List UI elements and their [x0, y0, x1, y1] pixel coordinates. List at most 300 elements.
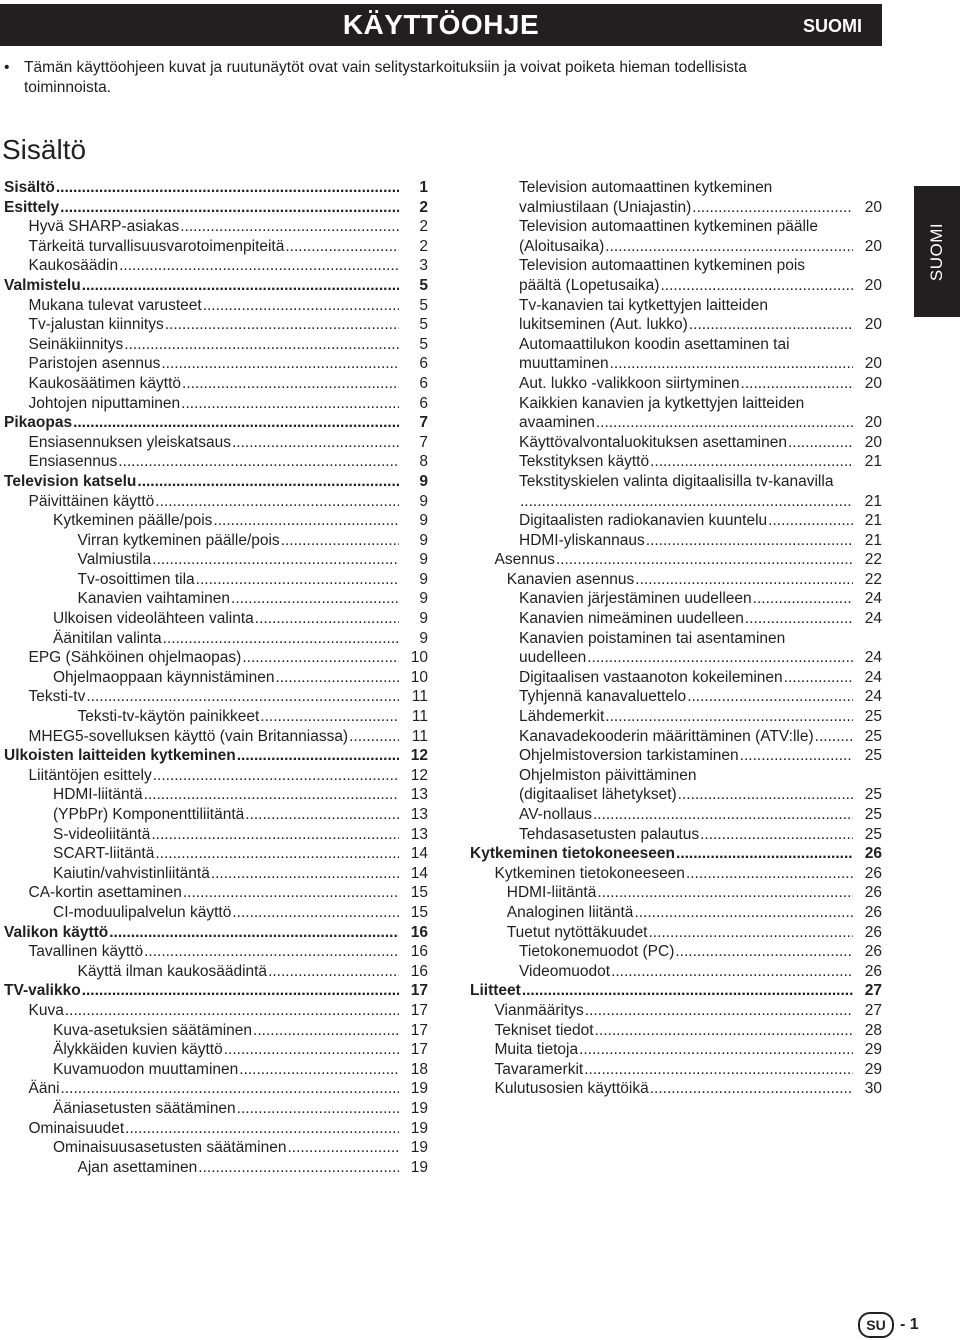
dot-leader [61, 1079, 399, 1099]
dot-leader [211, 864, 399, 884]
toc-entry-label: Ominaisuudet [28, 1119, 125, 1137]
toc-entry-label: Pikaopas [4, 414, 73, 432]
toc-entry-label: Valmiustila [77, 551, 152, 569]
language-badge-icon: SU [858, 1312, 894, 1338]
dot-leader [649, 923, 854, 943]
toc-entry-label: Television automaattinen kytkeminen pois [519, 257, 806, 275]
toc-entry [458, 766, 882, 786]
toc-entry [458, 923, 882, 943]
toc-entry-page: 24 [864, 590, 882, 608]
dot-leader [689, 315, 853, 335]
toc-entry-label: Kanavien järjestäminen uudelleen [519, 590, 752, 608]
toc-entry [4, 883, 428, 903]
toc-entry [458, 629, 882, 649]
document-title: KÄYTTÖOHJE [342, 9, 540, 40]
toc-entry-label: Ohjelmiston päivittäminen [519, 766, 697, 784]
toc-entry-page: 11 [411, 688, 428, 706]
toc-entry-label: HDMI-yliskannaus [519, 531, 645, 549]
toc-entry-page: 8 [419, 453, 428, 471]
toc-entry-page: 26 [864, 903, 882, 921]
dot-leader [285, 237, 399, 257]
toc-entry [458, 1060, 882, 1080]
dot-leader [687, 687, 853, 707]
toc-entry [458, 648, 882, 668]
toc-entry-label: Ensiasennus [28, 453, 118, 471]
toc-entry [4, 276, 428, 296]
toc-entry-label: Tv-osoittimen tila [77, 570, 195, 588]
toc-entry [4, 864, 428, 884]
dot-leader [180, 217, 399, 237]
toc-entry-label: Käyttövalvontaluokituksen asettaminen [519, 433, 787, 451]
dot-leader [137, 472, 399, 492]
toc-entry [458, 589, 882, 609]
toc-entry-page: 14 [410, 845, 428, 863]
toc-entry-page: 26 [864, 943, 882, 961]
toc-entry-page: 11 [411, 727, 428, 745]
toc-entry [458, 492, 882, 512]
toc-entry-page: 12 [410, 766, 428, 784]
toc-entry-label: avaaminen [519, 414, 595, 432]
dot-leader [584, 1060, 853, 1080]
toc-entry-label: Ääniasetusten säätäminen [53, 1099, 236, 1117]
dot-leader [579, 1040, 853, 1060]
dot-leader [161, 354, 399, 374]
toc-entry-page: 9 [419, 590, 428, 608]
toc-entry-label: Kaikkien kanavien ja kytkettyjen laitteiden [519, 394, 805, 412]
toc-entry [458, 433, 882, 453]
toc-entry-label: Virran kytkeminen päälle/pois [77, 531, 280, 549]
dot-leader [692, 198, 853, 218]
toc-entry [458, 550, 882, 570]
toc-entry [4, 1040, 428, 1060]
toc-entry-label: Valikon käyttö [4, 923, 109, 941]
toc-entry [4, 923, 428, 943]
toc-entry-page: 9 [419, 629, 428, 647]
toc-entry [4, 707, 428, 727]
toc-entry-page: 26 [864, 864, 882, 882]
toc-entry-label: Television automaattinen kytkeminen päälle [519, 218, 818, 236]
toc-entry [458, 1040, 882, 1060]
toc-entry-page: 20 [864, 433, 882, 451]
toc-right-column [458, 178, 882, 1099]
dot-leader [144, 785, 399, 805]
toc-entry-label: Digitaalisen vastaanoton kokeileminen [519, 668, 783, 686]
toc-entry-page: 15 [410, 884, 428, 902]
toc-entry [4, 785, 428, 805]
toc-entry-label: Kytkeminen päälle/pois [53, 512, 213, 530]
toc-entry-page: 20 [864, 355, 882, 373]
toc-entry-page: 19 [410, 1139, 428, 1157]
toc-entry [458, 198, 882, 218]
toc-entry-page: 11 [411, 708, 428, 726]
dot-leader [144, 942, 399, 962]
toc-entry [4, 452, 428, 472]
toc-entry-label: Ulkoisten laitteiden kytkeminen [4, 747, 236, 765]
dot-leader [593, 805, 853, 825]
toc-entry-label: Muita tietoja [494, 1041, 579, 1059]
page-footer [858, 1311, 919, 1339]
dot-leader [155, 844, 399, 864]
toc-entry-label: Kanavien asennus [506, 570, 635, 588]
toc-entry [458, 707, 882, 727]
toc-entry-page: 5 [419, 276, 428, 294]
toc-entry-page: 20 [864, 316, 882, 334]
dot-leader [686, 864, 853, 884]
toc-entry [458, 531, 882, 551]
toc-entry [4, 962, 428, 982]
dot-leader [753, 589, 853, 609]
toc-entry-page: 25 [864, 727, 882, 745]
dot-leader [213, 511, 399, 531]
toc-entry [4, 413, 428, 433]
toc-entry-page: 3 [419, 257, 428, 275]
dot-leader [231, 589, 399, 609]
toc-entry [458, 217, 882, 237]
toc-entry [4, 687, 428, 707]
toc-entry-page: 17 [410, 1001, 428, 1019]
toc-entry-label: Tyhjennä kanavaluettelo [519, 688, 687, 706]
toc-entry-label: CI-moduulipalvelun käyttö [53, 903, 232, 921]
toc-entry-label: uudelleen [519, 649, 587, 667]
toc-entry [458, 785, 882, 805]
dot-leader [82, 981, 399, 1001]
toc-entry [458, 727, 882, 747]
dot-leader [224, 1040, 399, 1060]
toc-entry [4, 844, 428, 864]
dot-leader [152, 550, 399, 570]
toc-entry-label: Päivittäinen käyttö [28, 492, 155, 510]
toc-entry-label: Ohjelmistoversion tarkistaminen [519, 747, 739, 765]
toc-entry-page: 20 [864, 276, 882, 294]
toc-entry-label: HDMI-liitäntä [506, 884, 597, 902]
dot-leader [124, 335, 399, 355]
dot-leader [585, 1001, 853, 1021]
toc-entry-page: 12 [410, 747, 428, 765]
toc-entry-page: 17 [410, 982, 428, 1000]
toc-entry-label: Ulkoisen videolähteen valinta [53, 610, 254, 628]
dot-leader [650, 1079, 853, 1099]
toc-entry-label: muuttaminen [519, 355, 609, 373]
toc-entry [4, 1060, 428, 1080]
dot-leader [605, 237, 853, 257]
toc-entry [4, 374, 428, 394]
toc-entry [458, 746, 882, 766]
dot-leader [165, 315, 399, 335]
toc-entry [4, 825, 428, 845]
toc-entry-label: Automaattilukon koodin asettaminen tai [519, 335, 790, 353]
toc-entry [458, 942, 882, 962]
dot-leader [646, 531, 853, 551]
toc-entry [458, 276, 882, 296]
toc-entry-label: Television katselu [4, 472, 137, 490]
dot-leader [605, 707, 853, 727]
dot-leader [232, 903, 399, 923]
toc-entry-page: 20 [864, 374, 882, 392]
toc-entry [458, 374, 882, 394]
toc-entry-label: EPG (Sähköinen ohjelmaopas) [28, 649, 242, 667]
toc-entry-label: Käyttä ilman kaukosäädintä [77, 962, 268, 980]
intro-note [4, 58, 824, 98]
toc-entry-label: Kulutusosien käyttöikä [494, 1080, 649, 1098]
toc-entry [4, 589, 428, 609]
toc-entry [4, 315, 428, 335]
toc-entry-page: 20 [864, 237, 882, 255]
toc-entry-page: 22 [864, 551, 882, 569]
toc-entry-label: Tärkeitä turvallisuusvarotoimenpiteitä [28, 237, 285, 255]
toc-entry [4, 1158, 428, 1178]
toc-entry-page: 21 [864, 453, 882, 471]
toc-entry-page: 13 [410, 825, 428, 843]
dot-leader [635, 570, 853, 590]
toc-entry-page: 10 [410, 668, 428, 686]
toc-entry-label: Kytkeminen tietokoneeseen [470, 845, 676, 863]
dot-leader [678, 785, 853, 805]
toc-entry-page: 25 [864, 806, 882, 823]
toc-entry-label: Älykkäiden kuvien käyttö [53, 1041, 223, 1059]
toc-entry-label: Kaukosäätimen käyttö [28, 374, 182, 392]
toc-entry [4, 256, 428, 276]
language-side-tab [914, 186, 960, 317]
dot-leader [65, 1001, 399, 1021]
toc-entry [4, 746, 428, 766]
toc-entry-page: 5 [419, 316, 428, 334]
dot-leader [198, 1158, 399, 1178]
toc-entry-page: 24 [864, 610, 882, 628]
toc-entry [458, 472, 882, 492]
toc-entry-page: 5 [419, 296, 428, 314]
toc-entry-page: 13 [410, 806, 428, 823]
toc-entry-page: 20 [864, 198, 882, 216]
toc-entry-label: MHEG5-sovelluksen käyttö (vain Britanniassa) [28, 727, 349, 745]
dot-leader [163, 629, 399, 649]
toc-entry-label: Esittely [4, 198, 60, 216]
toc-entry-page: 25 [864, 747, 882, 765]
toc-entry-label: Mukana tulevat varusteet [28, 296, 202, 314]
toc-entry-label: Tv-jalustan kiinnitys [28, 316, 164, 334]
dot-leader [153, 766, 399, 786]
dot-leader [556, 550, 853, 570]
toc-entry [458, 883, 882, 903]
toc-entry [458, 1079, 882, 1099]
toc-entry-page: 14 [410, 864, 428, 882]
dot-leader [596, 413, 853, 433]
toc-entry [4, 629, 428, 649]
toc-entry [4, 1021, 428, 1041]
toc-entry [4, 570, 428, 590]
toc-entry-page: 6 [419, 394, 428, 412]
toc-entry-label: Analoginen liitäntä [506, 903, 634, 921]
toc-entry [4, 354, 428, 374]
toc-entry-page: 9 [419, 531, 428, 549]
toc-entry-label: TV-valikko [4, 982, 81, 1000]
toc-entry [4, 1099, 428, 1119]
dot-leader [86, 687, 399, 707]
toc-entry-page: 9 [419, 551, 428, 569]
toc-entry-label: Johtojen niputtaminen [28, 394, 181, 412]
toc-entry [458, 335, 882, 355]
toc-entry [4, 237, 428, 257]
toc-entry-label: Seinäkiinnitys [28, 335, 124, 353]
toc-entry-label: Tuetut nytöttäkuudet [506, 923, 648, 941]
dot-leader [349, 727, 399, 747]
toc-entry-label: Ääni [28, 1080, 60, 1098]
toc-entry-page: 28 [864, 1021, 882, 1039]
toc-entry-page: 29 [864, 1041, 882, 1059]
dot-leader [196, 570, 399, 590]
toc-entry-page: 17 [410, 1021, 428, 1039]
toc-entry [458, 962, 882, 982]
toc-entry-label: Kaukosäädin [28, 257, 119, 275]
dot-leader [745, 609, 853, 629]
toc-entry-label: Kuvamuodon muuttaminen [53, 1060, 239, 1078]
toc-entry [4, 1138, 428, 1158]
toc-entry-page: 26 [864, 923, 882, 941]
toc-entry-label: Tietokonemuodot (PC) [519, 943, 675, 961]
toc-entry [4, 1119, 428, 1139]
toc-entry-label: (Aloitusaika) [519, 237, 605, 255]
toc-entry-page: 16 [410, 943, 428, 961]
toc-entry-label: Ajan asettaminen [77, 1158, 198, 1176]
dot-leader [281, 531, 399, 551]
dot-leader [181, 394, 399, 414]
toc-entry-label: Television automaattinen kytkeminen [519, 179, 773, 196]
toc-entry [458, 687, 882, 707]
toc-entry [458, 981, 882, 1001]
dot-leader [611, 962, 853, 982]
toc-entry-label: Kaiutin/vahvistinliitäntä [53, 864, 210, 882]
toc-entry [458, 864, 882, 884]
toc-entry-label: Asennus [494, 551, 555, 569]
toc-entry-page: 19 [410, 1158, 428, 1176]
toc-entry [458, 296, 882, 316]
toc-entry-page: 9 [419, 492, 428, 510]
dot-leader [740, 746, 853, 766]
toc-entry-page: 25 [864, 825, 882, 843]
dot-leader [650, 452, 853, 472]
toc-entry-page: 16 [410, 923, 428, 941]
toc-entry [458, 570, 882, 590]
toc-entry [4, 981, 428, 1001]
dot-leader [255, 609, 399, 629]
toc-entry-label: Kanavadekooderin määrittäminen (ATV:lle) [519, 727, 814, 745]
toc-entry [4, 609, 428, 629]
toc-entry-label: Teksti-tv-käytön painikkeet [77, 708, 260, 726]
toc-entry-label: Paristojen asennus [28, 355, 161, 373]
toc-entry-page: 9 [419, 610, 428, 628]
toc-entry-label: Kytkeminen tietokoneeseen [494, 864, 685, 882]
dot-leader [183, 883, 399, 903]
toc-entry-label: Kuva-asetuksien säätäminen [53, 1021, 253, 1039]
toc-entry [458, 413, 882, 433]
dot-leader [203, 296, 399, 316]
header-bar [0, 4, 882, 46]
page-number: - 1 [900, 1316, 919, 1333]
toc-entry-page: 22 [864, 570, 882, 588]
dot-leader [82, 276, 399, 296]
dot-leader [815, 727, 853, 747]
toc-entry-page: 21 [864, 492, 882, 510]
toc-entry-page: 19 [410, 1119, 428, 1137]
dot-leader [788, 433, 853, 453]
toc-entry-page: 24 [864, 649, 882, 667]
toc-entry-label: (digitaaliset lähetykset) [519, 786, 677, 804]
toc-entry-label: Kanavien poistaminen tai asentaminen [519, 629, 786, 647]
dot-leader [741, 374, 853, 394]
toc-entry-label: Tehdasasetusten palautus [519, 825, 700, 843]
dot-leader [634, 903, 853, 923]
toc-entry-label: CA-kortin asettaminen [28, 884, 182, 902]
toc-entry-label: Videomuodot [519, 962, 611, 980]
toc-entry-label: lukitseminen (Aut. lukko) [519, 316, 688, 334]
toc-entry-label: Ohjelmaoppaan käynnistäminen [53, 668, 275, 686]
toc-entry-label: Äänitilan valinta [53, 629, 162, 647]
toc-entry [458, 668, 882, 688]
toc-entry-page: 25 [864, 786, 882, 804]
toc-entry-label: Sisältö [4, 179, 55, 196]
toc-entry [4, 217, 428, 237]
toc-left-column [4, 178, 428, 1177]
toc-entry-label: Tekstityskielen valinta digitaalisilla tv-kanavilla [519, 472, 834, 490]
toc-entry-page: 15 [410, 903, 428, 921]
toc-entry-label: (YPbPr) Komponenttiliitäntä [53, 806, 245, 823]
toc-entry [4, 511, 428, 531]
dot-leader [118, 452, 399, 472]
toc-entry [4, 1079, 428, 1099]
dot-leader [119, 256, 399, 276]
toc-entry-page: 9 [419, 472, 428, 490]
toc-entry [458, 256, 882, 276]
dot-leader [151, 825, 399, 845]
toc-entry [4, 178, 428, 198]
toc-entry-page: 24 [864, 688, 882, 706]
dot-leader [237, 1099, 399, 1119]
dot-leader [610, 354, 853, 374]
toc-entry [4, 1001, 428, 1021]
toc-entry [4, 335, 428, 355]
toc-entry-label: Aut. lukko -valikkoon siirtyminen [519, 374, 740, 392]
toc-entry [4, 531, 428, 551]
toc-entry [4, 198, 428, 218]
dot-leader [595, 1021, 853, 1041]
toc-entry-page: 16 [410, 962, 428, 980]
toc-entry-page: 21 [864, 531, 882, 549]
toc-entry-label: Tekniset tiedot [494, 1021, 594, 1039]
toc-entry-page: 21 [864, 512, 882, 530]
dot-leader [73, 413, 399, 433]
toc-entry [458, 825, 882, 845]
toc-entry-page: 6 [419, 355, 428, 373]
toc-entry-label: SCART-liitäntä [53, 845, 155, 863]
toc-entry-label: Ensiasennuksen yleiskatsaus [28, 433, 231, 451]
toc-entry [4, 727, 428, 747]
toc-entry-label: Tv-kanavien tai kytkettyjen laitteiden [519, 296, 768, 314]
toc-entry-label: Liitteet [470, 982, 521, 1000]
toc-entry [4, 433, 428, 453]
toc-entry-label: Valmistelu [4, 276, 81, 294]
dot-leader [253, 1021, 399, 1041]
toc-entry [4, 296, 428, 316]
toc-entry-label: Teksti-tv [28, 688, 86, 706]
toc-entry-label: päältä (Lopetusaika) [519, 276, 660, 294]
toc-entry [458, 1001, 882, 1021]
dot-leader [56, 178, 399, 198]
toc-entry [458, 609, 882, 629]
toc-entry [4, 668, 428, 688]
dot-leader [60, 198, 399, 218]
toc-entry-page: 2 [419, 198, 428, 216]
dot-leader [660, 276, 853, 296]
toc-entry [4, 766, 428, 786]
